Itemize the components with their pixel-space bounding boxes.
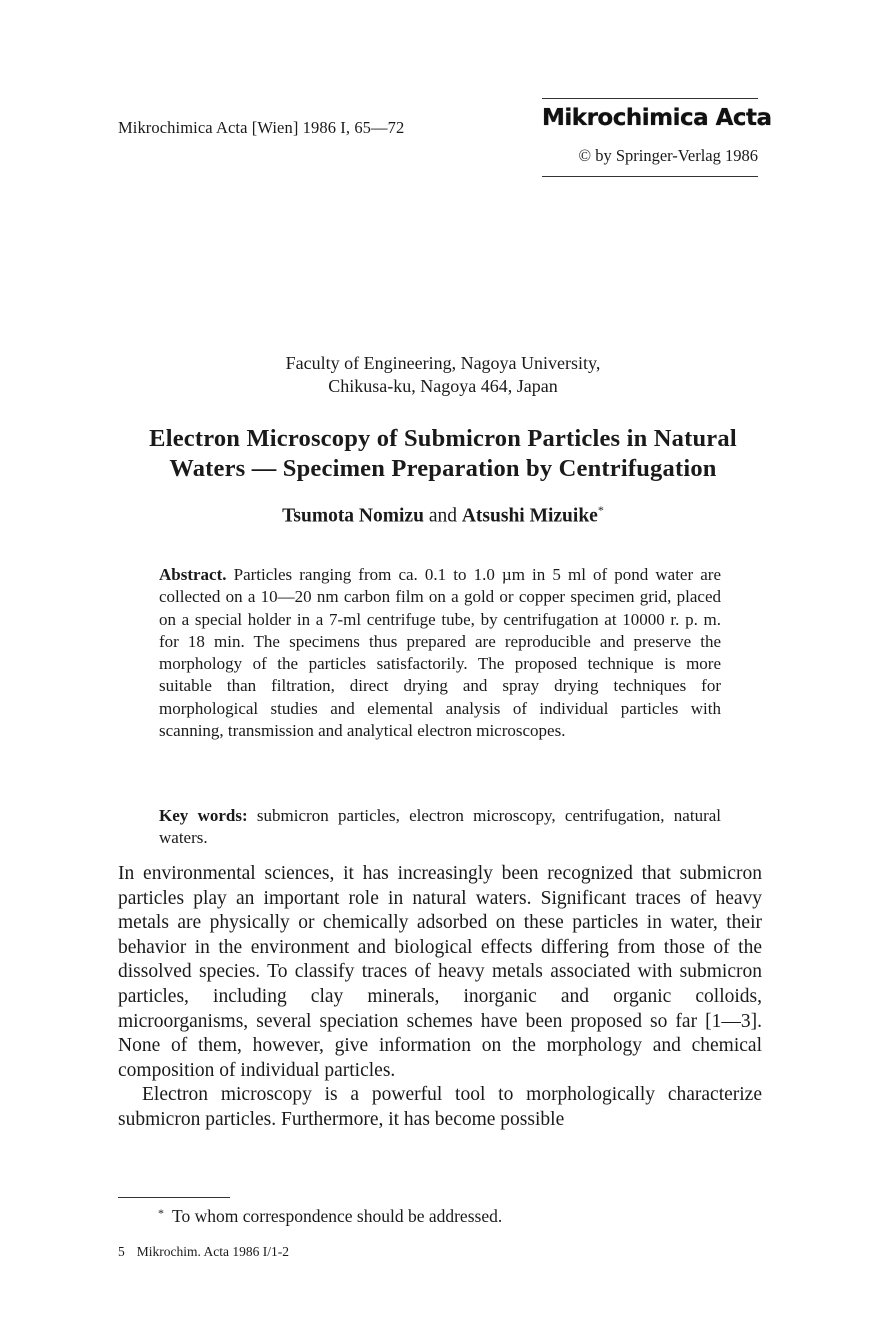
journal-logo-text: Mikrochimica Acta bbox=[542, 105, 772, 131]
body-text bbox=[118, 862, 762, 1133]
footnote-rule bbox=[118, 1197, 230, 1198]
abstract-text: Particles ranging from ca. 0.1 to 1.0 µm in 5 ml of pond water are collected on a 10—20 nm carbon film on a gold or copper specimen grid, placed on a special holder in a 7-ml centrifuge tube, by centrifugation at 10000 r. p. m. for 18 min. The specimens thus prepared are reproducible and preserve the morphology of the particles satisfactorily. The proposed technique is more suitable than filtration, direct drying and spray drying techniques for morphological studies and elemental analysis of individual particles with scanning, transmission and analytical electron microscopes. bbox=[159, 565, 721, 741]
logo-top-rule bbox=[542, 98, 758, 99]
paragraph-1: In environmental sciences, it has increasingly been recognized that submicron particles play an important role in natural waters. Significant traces of heavy metals are physically or chemically adsorbed on these particles in water, their behavior in the environment and biological effects differing from those of the dissolved species. To classify traces of heavy metals associated with submicron particles, including clay minerals, inorganic and organic colloids, microorganisms, several speciation schemes have been proposed so far [1—3]. None of them, however, give information on the morphology and chemical composition of individual particles. bbox=[118, 863, 762, 1081]
journal-citation: Mikrochimica Acta [Wien] 1986 I, 65—72 bbox=[118, 118, 405, 137]
page-signature bbox=[118, 1244, 289, 1260]
paper-title bbox=[0, 424, 886, 484]
keywords-label: Key words: bbox=[159, 806, 248, 825]
footnote bbox=[158, 1206, 502, 1227]
author-list bbox=[0, 498, 886, 529]
paragraph-2: Electron microscopy is a powerful tool to morphologically characterize submicron particles. Furthermore, it has become possible bbox=[118, 1084, 762, 1130]
author-marker: * bbox=[597, 503, 604, 517]
abstract-label: Abstract. bbox=[159, 565, 227, 584]
author-conjunction: and bbox=[428, 505, 457, 527]
affiliation bbox=[0, 352, 886, 398]
affiliation-line-1: Faculty of Engineering, Nagoya University, bbox=[285, 353, 601, 373]
journal-logo bbox=[542, 104, 772, 132]
signature-text: Mikrochim. Acta 1986 I/1-2 bbox=[136, 1244, 289, 1259]
signature-number: 5 bbox=[118, 1244, 125, 1259]
title-line-1: Electron Microscopy of Submicron Particles in Natural bbox=[149, 425, 737, 452]
author-1: Tsumota Nomizu bbox=[282, 505, 424, 527]
affiliation-line-2: Chikusa-ku, Nagoya 464, Japan bbox=[328, 376, 558, 396]
footnote-marker: * bbox=[158, 1206, 164, 1220]
author-2: Atsushi Mizuike bbox=[461, 505, 598, 527]
abstract bbox=[159, 564, 721, 742]
title-line-2: Waters — Specimen Preparation by Centrifugation bbox=[169, 455, 717, 482]
keywords bbox=[159, 805, 721, 850]
footnote-text: To whom correspondence should be addressed. bbox=[172, 1206, 503, 1226]
copyright-notice: © by Springer-Verlag 1986 bbox=[578, 146, 758, 165]
keywords-text: submicron particles, electron microscopy, centrifugation, natural waters. bbox=[159, 806, 721, 848]
logo-bottom-rule bbox=[542, 176, 758, 177]
